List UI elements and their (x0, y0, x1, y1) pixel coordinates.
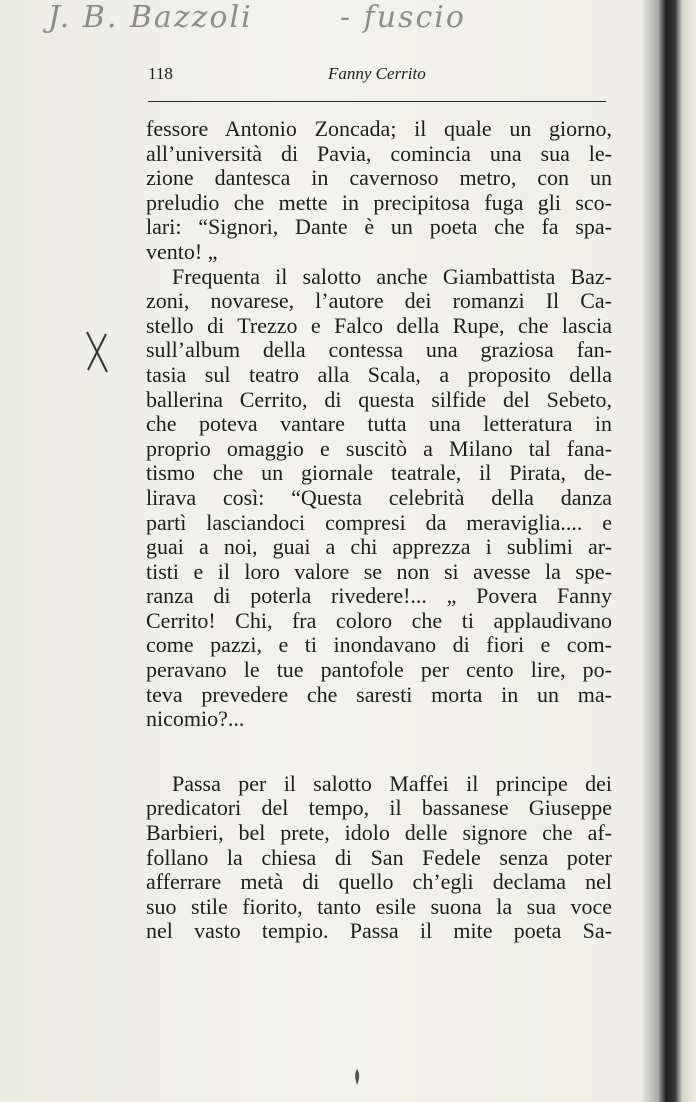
text-line: nicomio?... (146, 706, 245, 732)
text-line: tasia sul teatro alla Scala, a proposito della (146, 361, 612, 387)
ink-speck (352, 1068, 362, 1086)
text-line: zoni, novarese, l’autore dei romanzi Il Ca- (146, 288, 612, 314)
text-line: all’università di Pavia, comincia una sua le- (146, 140, 612, 166)
paragraph-1 (146, 117, 612, 265)
text-line: guai a noi, guai a chi apprezza i sublimi ar- (146, 534, 612, 560)
margin-x-mark (84, 330, 110, 374)
text-line: vento! „ (146, 238, 218, 264)
text-line: peravano le tue pantofole per cento lire, po- (146, 657, 612, 683)
paragraph-gap (146, 732, 612, 772)
text-line: teva prevedere che saresti morta in un ma- (146, 681, 612, 707)
text-line: fessore Antonio Zoncada; il quale un giorno, (146, 116, 612, 141)
text-line: tismo che un giornale teatrale, il Pirata, de- (146, 460, 612, 486)
binding-shadow (640, 0, 666, 1102)
text-line: lirava così: “Questa celebrità della danza (146, 484, 612, 510)
pencil-annotation-left: J. B. Bazzoli (48, 0, 253, 35)
text-line: stello di Trezzo e Falco della Rupe, che lascia (146, 312, 612, 338)
text-line: afferrare metà di quello ch’egli declama nel (146, 869, 612, 895)
paragraph-3 (146, 772, 612, 944)
text-line: ballerina Cerrito, di questa silfide del Sebeto, (146, 386, 612, 412)
text-line: partì lasciandoci compresi da meraviglia.... e (146, 509, 612, 535)
text-line: Frequenta il salotto anche Giambattista Baz- (172, 263, 612, 289)
adjacent-page-edge (666, 0, 696, 1102)
running-title: Fanny Cerrito (328, 64, 426, 83)
text-line: predicatori del tempo, il bassanese Giuseppe (146, 795, 612, 821)
pencil-annotation-right: - fuscio (340, 0, 466, 35)
text-line: suo stile fiorito, tanto esile suona la sua voce (146, 893, 612, 919)
text-line: follano la chiesa di San Fedele senza poter (146, 844, 612, 870)
paragraph-2 (146, 265, 612, 732)
text-line: preludio che mette in precipitosa fuga gli sco- (146, 189, 612, 215)
header-rule (148, 101, 606, 102)
text-line: zione dantesca in cavernoso metro, con un (146, 165, 612, 191)
text-line: Passa per il salotto Maffei il principe dei (172, 770, 612, 796)
text-line: tisti e il loro valore se non si avesse la spe- (146, 558, 612, 584)
text-line: ranza di poterla rivedere!... „ Povera Fanny (146, 583, 612, 609)
pencil-annotation (48, 0, 528, 60)
text-line: lari: “Signori, Dante è un poeta che fa spa- (146, 214, 612, 240)
text-line: proprio omaggio e suscitò a Milano tal fana- (146, 435, 612, 461)
page-number: 118 (148, 64, 173, 83)
text-line: come pazzi, e ti inondavano di fiori e com- (146, 632, 612, 658)
text-line: sull’album della contessa una graziosa fan- (146, 337, 612, 363)
text-line: nel vasto tempio. Passa il mite poeta Sa- (146, 918, 612, 944)
text-line: Cerrito! Chi, fra coloro che ti applaudivano (146, 607, 612, 633)
body-text (146, 117, 612, 944)
text-line: Barbieri, bel prete, idolo delle signore che af- (146, 820, 612, 846)
text-line: che poteva vantare tutta una letteratura in (146, 411, 612, 437)
page-header (148, 60, 606, 90)
